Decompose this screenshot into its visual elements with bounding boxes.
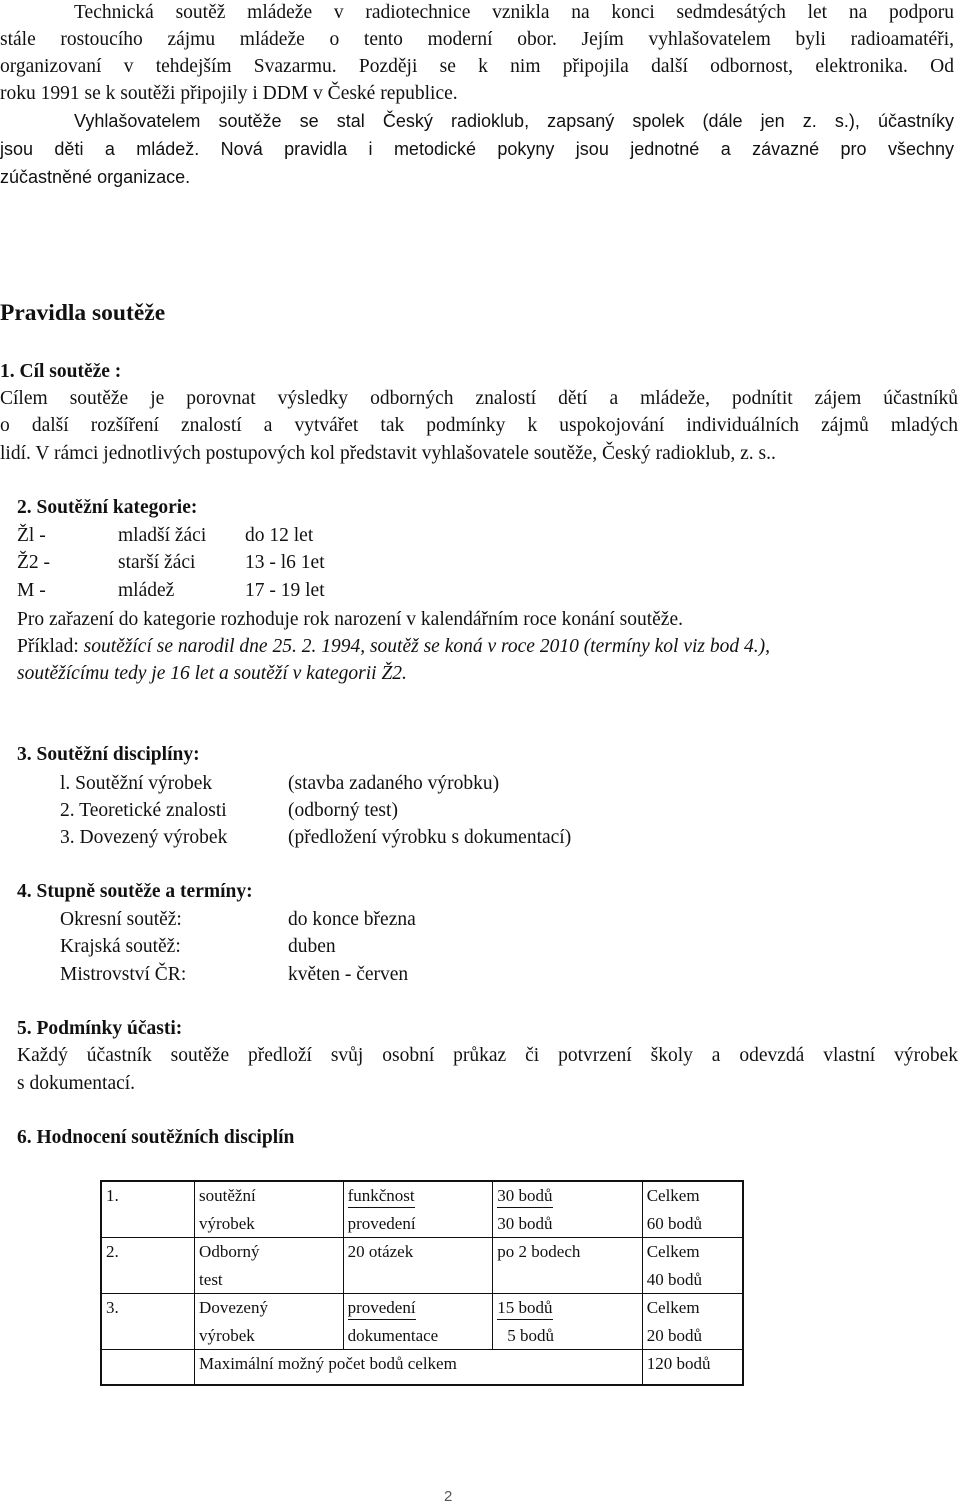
discipline-desc: (odborný test) xyxy=(288,800,398,821)
criterion: provedení xyxy=(348,1297,416,1320)
category-name: mladší žáci xyxy=(118,525,207,546)
stage-date: do konce března xyxy=(288,909,416,930)
category-name: mládež xyxy=(118,580,175,601)
table-cell: 40 bodů xyxy=(642,1266,743,1294)
table-cell: Dovezený xyxy=(195,1294,344,1322)
category-code: Ž2 - xyxy=(17,552,51,573)
total-value: 120 bodů xyxy=(642,1350,743,1385)
table-cell: 60 bodů xyxy=(642,1210,743,1238)
table-cell: 30 bodů xyxy=(493,1210,642,1238)
table-cell xyxy=(343,1294,493,1322)
example-line: soutěžícímu tedy je 16 let a soutěží v kategorii Ž2. xyxy=(17,663,407,684)
scoring-table xyxy=(100,1180,744,1386)
intro-line: roku 1991 se k soutěži připojily i DDM v České republice. xyxy=(0,83,458,104)
section-line: Cílem soutěže je porovnat výsledky odborných znalostí dětí a mládeže, podnítit zájem účastníků xyxy=(0,388,958,409)
intro-line: Vyhlašovatelem soutěže se stal Český radioklub, zapsaný spolek (dále jen z. s.), účastníky xyxy=(74,111,954,131)
table-cell: 20 bodů xyxy=(642,1322,743,1350)
example-line xyxy=(17,633,770,660)
table-cell: dokumentace xyxy=(343,1322,493,1350)
total-label: Maximální možný počet bodů celkem xyxy=(195,1350,643,1385)
intro-line: Technická soutěž mládeže v radiotechnice vznikla na konci sedmdesátých let na podporu xyxy=(74,2,954,23)
table-cell: výrobek xyxy=(195,1322,344,1350)
discipline-name: 3. Dovezený výrobek xyxy=(60,827,228,848)
stage-level: Krajská soutěž: xyxy=(60,936,181,957)
page-title: Pravidla soutěže xyxy=(0,300,166,326)
intro-line: zúčastněné organizace. xyxy=(0,167,191,187)
category-code: Žl - xyxy=(17,525,46,546)
stage-date: květen - červen xyxy=(288,964,409,985)
table-row xyxy=(101,1322,743,1350)
page-number: 2 xyxy=(444,1488,453,1505)
points: 30 bodů xyxy=(497,1185,552,1208)
section-line: Každý účastník soutěže předloží svůj osobní průkaz či potvrzení školy a odevzdá vlastní výrobek xyxy=(17,1045,958,1066)
category-note: Pro zařazení do kategorie rozhoduje rok narození v kalendářním roce konání soutěže. xyxy=(17,609,683,630)
discipline-name: 2. Teoretické znalosti xyxy=(60,800,227,821)
example-label: Příklad: xyxy=(17,636,79,657)
table-cell: 2. xyxy=(101,1238,195,1266)
table-cell xyxy=(343,1181,493,1210)
stage-level: Okresní soutěž: xyxy=(60,909,182,930)
category-ages: 13 - l6 1et xyxy=(245,552,325,573)
table-cell: výrobek xyxy=(195,1210,344,1238)
table-cell xyxy=(493,1181,642,1210)
table-row xyxy=(101,1181,743,1210)
discipline-desc: (stavba zadaného výrobku) xyxy=(288,773,500,794)
section-line: lidí. V rámci jednotlivých postupových kol představit vyhlašovatele soutěže, Český radioklub, z. s.. xyxy=(0,443,776,464)
table-cell: 1. xyxy=(106,1186,119,1205)
section-heading: 4. Stupně soutěže a termíny: xyxy=(17,881,253,902)
table-cell: po 2 bodech xyxy=(493,1238,642,1266)
section-heading: 6. Hodnocení soutěžních disciplín xyxy=(17,1127,295,1148)
table-cell: 20 otázek xyxy=(343,1238,493,1266)
table-row xyxy=(101,1294,743,1322)
category-ages: do 12 let xyxy=(245,525,314,546)
section-heading: 2. Soutěžní kategorie: xyxy=(17,497,198,518)
table-cell: Celkem xyxy=(642,1181,743,1210)
points: 15 bodů xyxy=(497,1297,552,1320)
section-line: o další rozšíření znalostí a vytvářet tak podmínky k uspokojování individuálních zájmů mladých xyxy=(0,415,958,436)
table-cell: Celkem xyxy=(642,1238,743,1266)
category-code: M - xyxy=(17,580,46,601)
table-cell: test xyxy=(195,1266,344,1294)
table-cell: 3. xyxy=(101,1294,195,1322)
discipline-desc: (předložení výrobku s dokumentací) xyxy=(288,827,572,848)
section-heading: 3. Soutěžní disciplíny: xyxy=(17,744,200,765)
section-heading: 1. Cíl soutěže : xyxy=(0,361,122,382)
table-row xyxy=(101,1266,743,1294)
table-row-total xyxy=(101,1350,743,1385)
discipline-name: l. Soutěžní výrobek xyxy=(60,773,213,794)
section-heading: 5. Podmínky účasti: xyxy=(17,1018,183,1039)
section-line: s dokumentací. xyxy=(17,1073,136,1094)
criterion: funkčnost xyxy=(348,1185,415,1208)
stage-date: duben xyxy=(288,936,336,957)
table-cell: 5 bodů xyxy=(493,1322,642,1350)
example-text: soutěžící se narodil dne 25. 2. 1994, soutěž se koná v roce 2010 (termíny kol viz bod 4.), xyxy=(83,636,770,657)
table-cell: Celkem xyxy=(642,1294,743,1322)
table-cell: provedení xyxy=(343,1210,493,1238)
table-row xyxy=(101,1210,743,1238)
intro-line: organizovaní v tehdejším Svazarmu. Později se k nim připojila další odbornost, elektronika. Od xyxy=(0,56,954,77)
intro-line: jsou děti a mládež. Nová pravidla i metodické pokyny jsou jednotné a závazné pro všechny xyxy=(0,139,954,159)
intro-line: stále rostoucího zájmu mládeže o tento moderní obor. Jejím vyhlašovatelem byli radioamatéři, xyxy=(0,29,954,50)
category-ages: 17 - 19 let xyxy=(245,580,325,601)
table-cell: Odborný xyxy=(195,1238,344,1266)
table-row xyxy=(101,1238,743,1266)
category-name: starší žáci xyxy=(118,552,196,573)
table-cell xyxy=(493,1294,642,1322)
table-cell: soutěžní xyxy=(195,1181,344,1210)
stage-level: Mistrovství ČR: xyxy=(60,964,187,985)
